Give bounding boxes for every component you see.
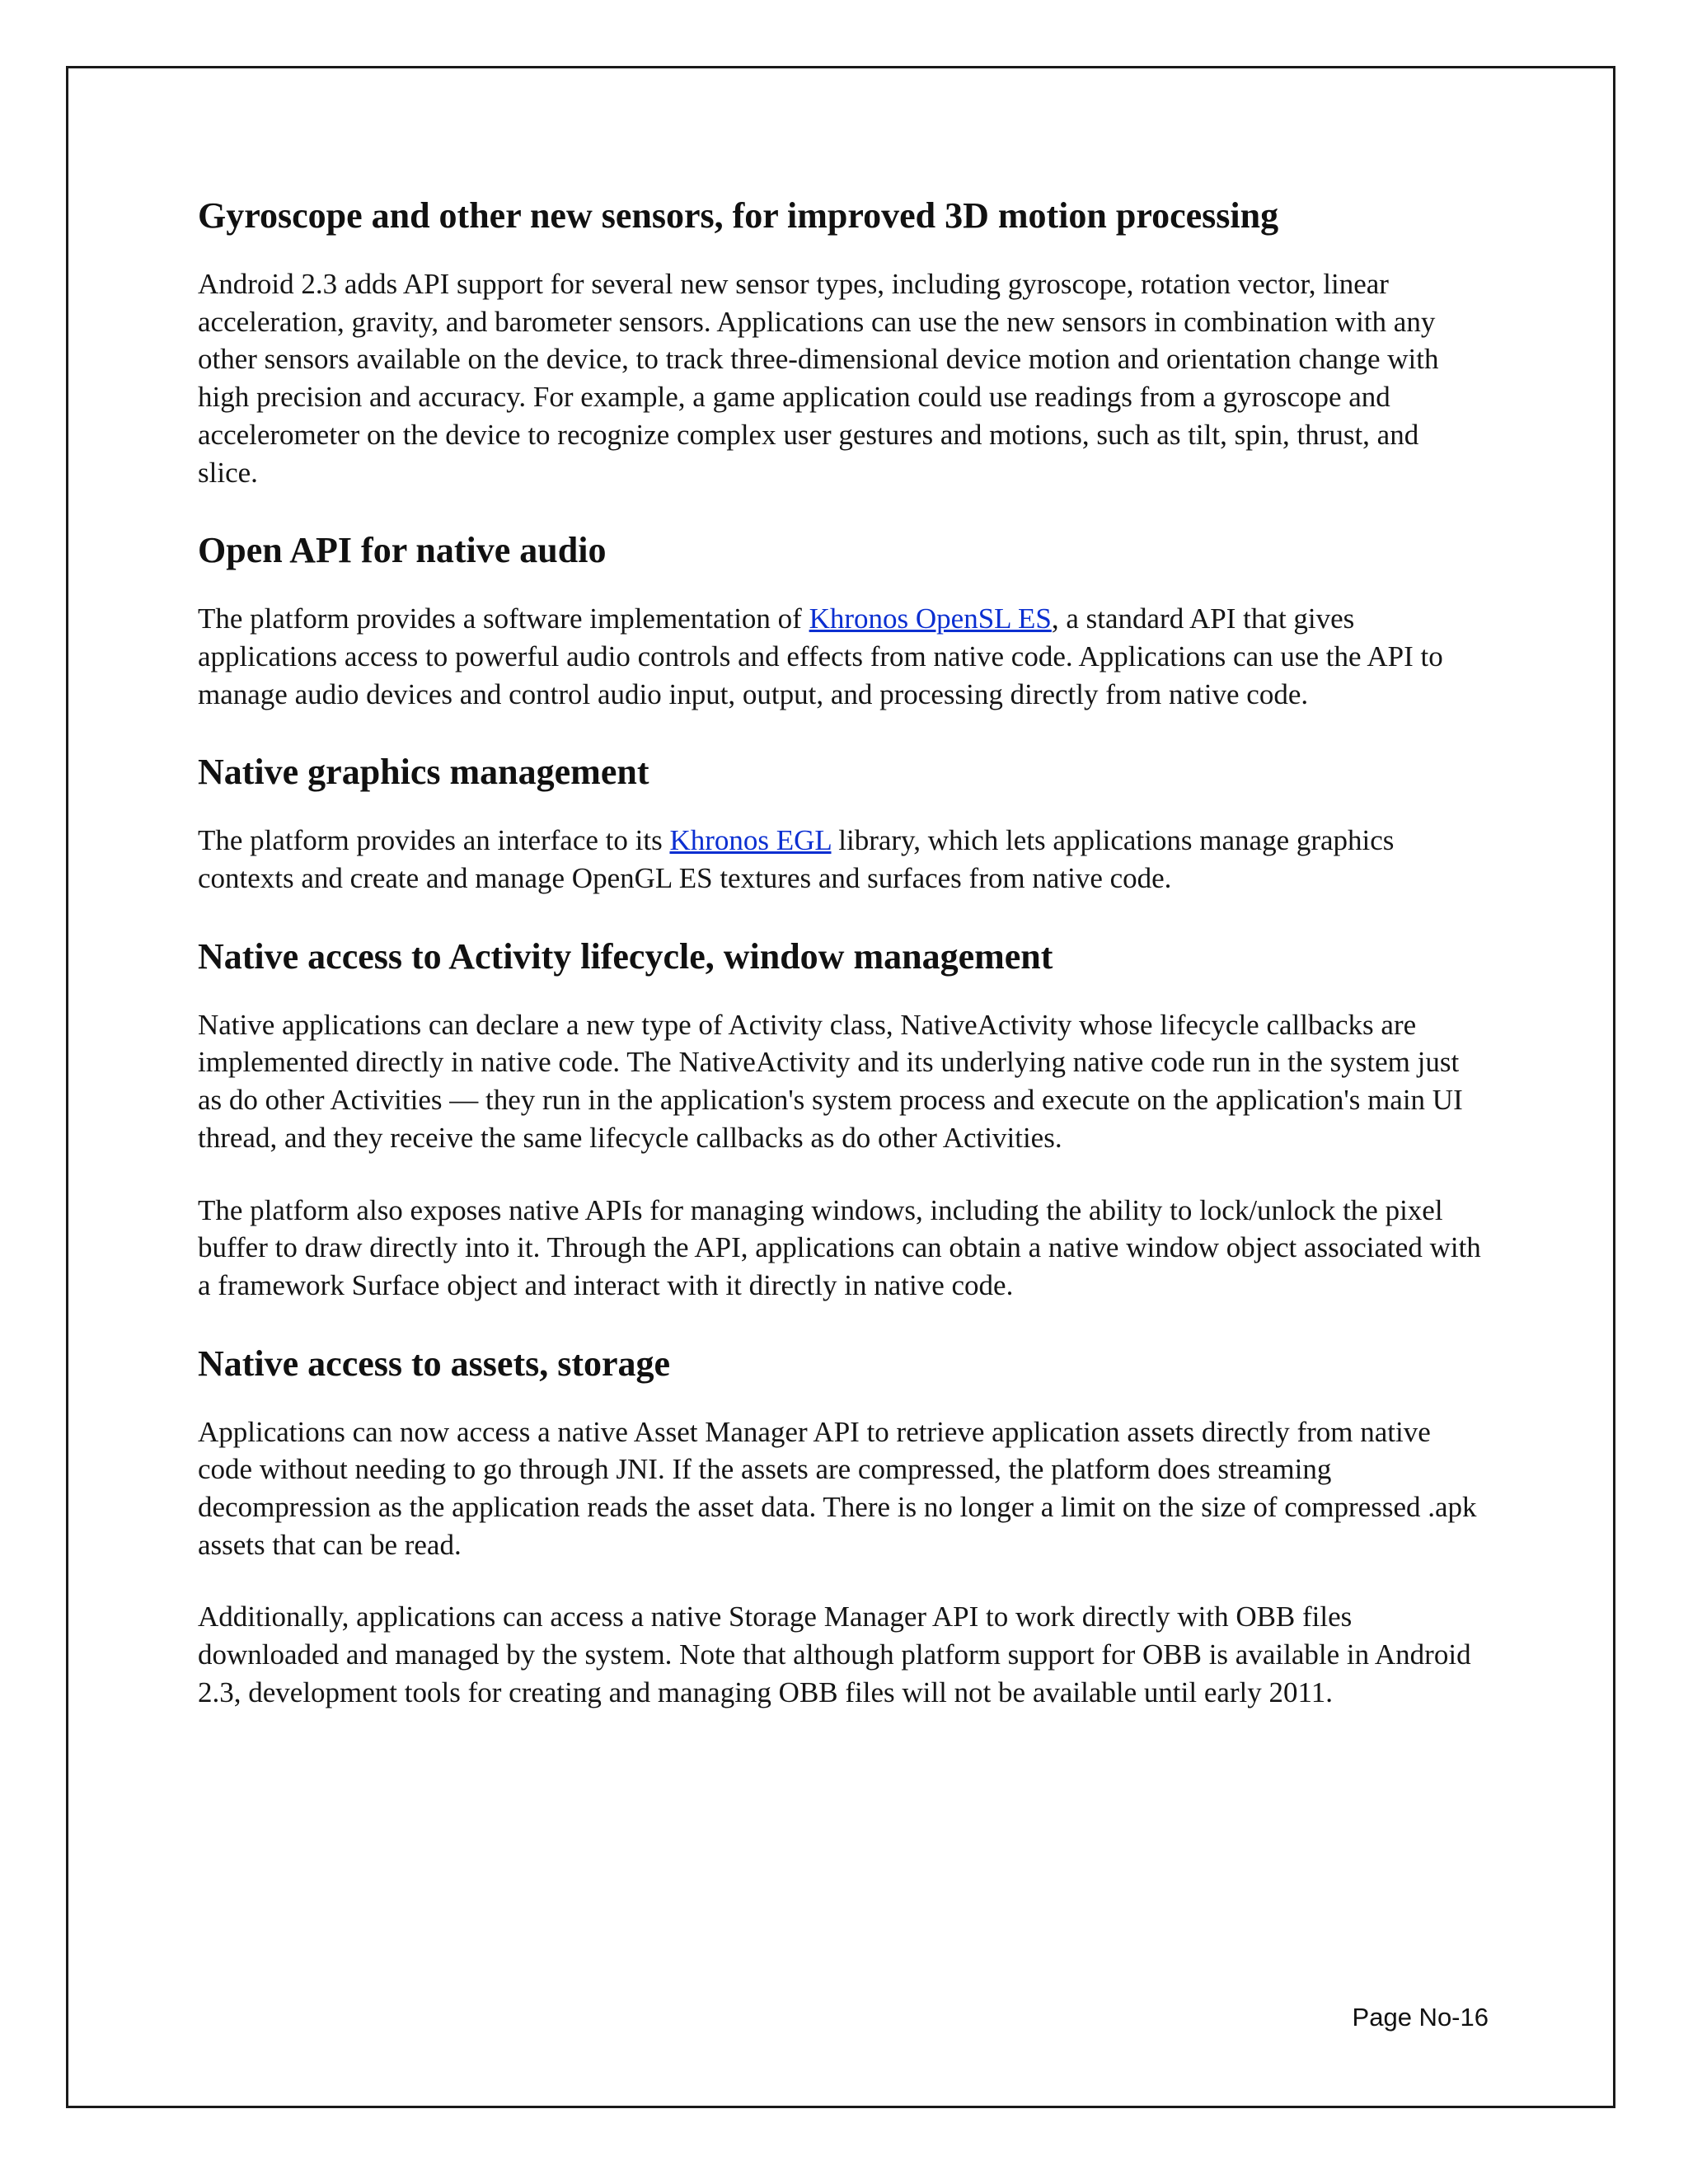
section-paragraph: Applications can now access a native Asset Manager API to retrieve application assets directly from native code without needing to go through JNI. If the assets are compressed, the platform does streaming decompression as the application reads the asset data. There is no longer a limit on the size of compressed .apk assets that can be read. (198, 1415, 1477, 1561)
section-native-audio (198, 526, 1484, 713)
section-heading: Gyroscope and other new sensors, for improved 3D motion processing (198, 195, 1279, 236)
page-number: Page No-16 (1352, 2003, 1489, 2032)
section-paragraph: Native applications can declare a new type of Activity class, NativeActivity whose lifecycle callbacks are implemented directly in native code. The NativeActivity and its underlying native code run in the system just as do other Activities — they run in the application's system process and execute on the application's main UI thread, and they receive the same lifecycle callbacks as do other Activities. (198, 1008, 1463, 1154)
paragraph-text: The platform provides a software implementation of (198, 602, 809, 635)
khronos-opensl-es-link[interactable]: Khronos OpenSL ES (809, 602, 1052, 635)
section-paragraph (198, 600, 1484, 713)
section-paragraph: Android 2.3 adds API support for several new sensor types, including gyroscope, rotation vector, linear acceleration, gravity, and barometer sensors. Applications can use the new sensors in combination with any other sensors available on the device, to track three-dimensional device motion and orientation change with high precision and accuracy. For example, a game application could use readings from a gyroscope and accelerometer on the device to recognize complex user gestures and motions, such as tilt, spin, thrust, and slice. (198, 268, 1439, 489)
paragraph-text: The platform provides an interface to its (198, 824, 670, 857)
section-heading: Open API for native audio (198, 530, 607, 571)
section-native-activity (198, 932, 1484, 1305)
paragraph-text: library, which lets applications manage graphics contexts and create and manage OpenGL ES textures and surfaces from native code. (198, 824, 1395, 895)
section-paragraph: The platform also exposes native APIs for managing windows, including the ability to lock/unlock the pixel buffer to draw directly into it. Through the API, applications can obtain a native window object associated with a framework Surface object and interact with it directly in native code. (198, 1193, 1481, 1301)
section-gyroscope (198, 191, 1484, 491)
section-heading: Native graphics management (198, 752, 649, 793)
section-native-graphics (198, 748, 1484, 897)
section-heading: Native access to Activity lifecycle, window management (198, 935, 1053, 977)
khronos-egl-link[interactable]: Khronos EGL (669, 824, 832, 857)
section-paragraph: Additionally, applications can access a native Storage Manager API to work directly with OBB files downloaded and managed by the system. Note that although platform support for OBB is available in Android 2.3, development tools for creating and managing OBB files will not be available until early 2011. (198, 1601, 1471, 1708)
section-paragraph (198, 822, 1484, 897)
document-body (198, 191, 1484, 1746)
section-heading: Native access to assets, storage (198, 1343, 671, 1384)
paragraph-text: , a standard API that gives applications access to powerful audio controls and effects from native code. Applications can use the API to manage audio devices and control audio input, output, and processing directly from native code. (198, 602, 1443, 710)
section-native-assets (198, 1339, 1484, 1712)
